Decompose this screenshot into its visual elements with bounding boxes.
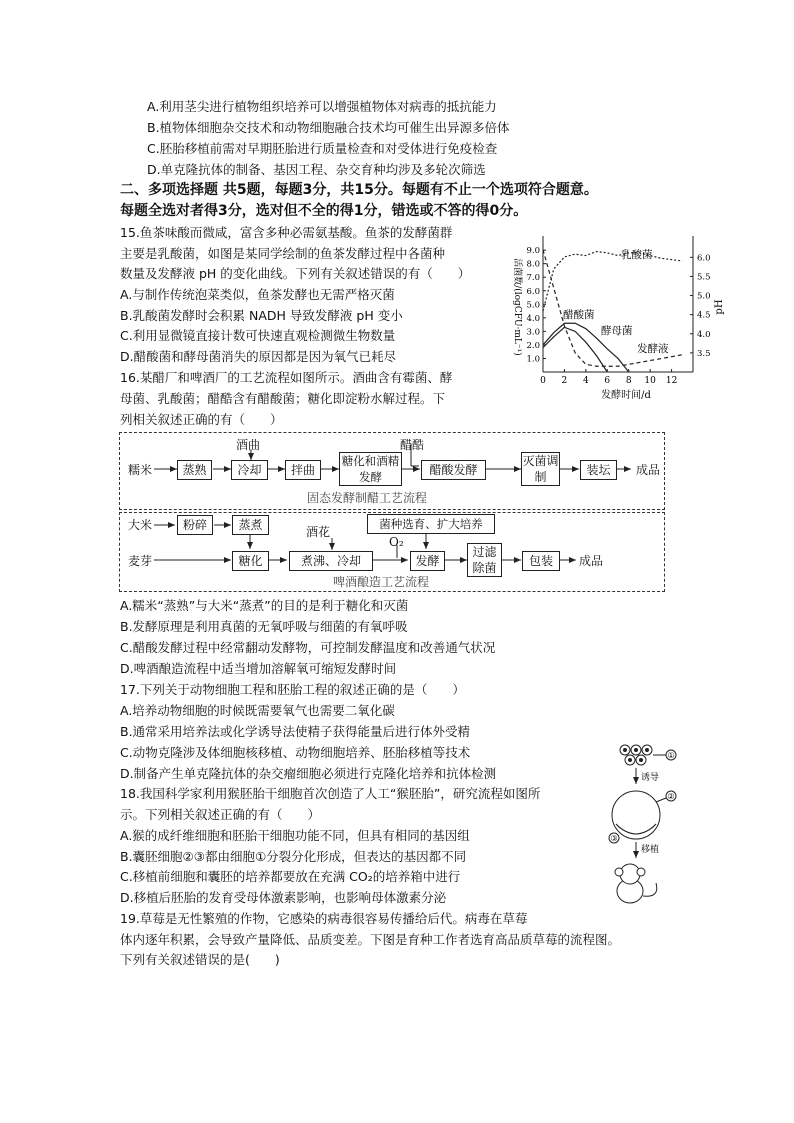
x-tick-label: 10	[644, 376, 656, 386]
y-tick-label: 3.0	[526, 327, 540, 338]
flow2-end: 成品	[579, 554, 604, 568]
flow2-add-hops: 酒花	[306, 525, 331, 539]
q18-stem-line2: 示。下列相关叙述正确的有（ ）	[120, 807, 321, 822]
y2-axis-label: pH	[714, 299, 725, 315]
series-label: 醋酸菌	[563, 309, 595, 321]
flow1-end: 成品	[636, 463, 661, 477]
induce-label: 诱导	[641, 773, 660, 783]
y-tick-label: 7.0	[526, 273, 540, 284]
y2-tick-label: 4.5	[697, 310, 711, 321]
q17-option-b: B.通常采用培养法或化学诱导法使精子获得能量后进行体外受精	[120, 724, 471, 739]
x-tick-label: 8	[625, 376, 632, 386]
stem-cell-cluster	[620, 745, 652, 765]
y2-tick-label: 3.5	[697, 348, 711, 359]
y2-tick-label: 4.0	[697, 329, 711, 340]
flow1-step-sterilize: 灭菌调制	[522, 454, 559, 484]
q14-option-c: C.胚胎移植前需对早期胚胎进行质量检查和对受体进行免疫检查	[147, 141, 498, 156]
flow2-step-ferment: 发酵	[410, 551, 445, 571]
q15-stem-line3: 数量及发酵液 pH 的变化曲线。下列有关叙述错误的有（ ）	[120, 266, 471, 281]
q18-option-d: D.移植后胚胎的发育受母体激素影响，也影响母体激素分泌	[120, 890, 447, 905]
q16-stem-line1: 16.某醋厂和啤酒厂的工艺流程如图所示。酒曲含有霉菌、酵	[120, 370, 453, 385]
q19-stem-line1: 19.草莓是无性繁殖的作物，它感染的病毒很容易传播给后代。病毒在草莓	[120, 911, 528, 926]
q16-stem-line2: 母菌、乳酸菌；醋酷含有醋酸菌；糖化即淀粉水解过程。下	[120, 391, 446, 406]
y2-tick-label: 5.5	[697, 272, 711, 283]
label-2: ②	[667, 792, 675, 801]
q15-option-a: A.与制作传统泡菜类似，鱼茶发酵也无需严格灭菌	[120, 287, 395, 302]
fermentation-chart	[505, 228, 730, 403]
flow2-start-malt: 麦芽	[128, 554, 153, 568]
flow1-start: 糯米	[128, 463, 153, 477]
flow1-step-acetic: 醋酸发酵	[421, 460, 486, 480]
flow1-caption: 固态发酵制醋工艺流程	[307, 491, 428, 505]
label-3: ③	[610, 834, 618, 843]
q18-option-a: A.猴的成纤维细胞和胚胎干细胞功能不同，但具有相同的基因组	[120, 828, 470, 843]
series-label: 酵母菌	[601, 325, 633, 337]
flow2-step-saccharify: 糖化	[232, 551, 269, 571]
q17-option-c: C.动物克隆涉及体细胞核移植、动物细胞培养、胚胎移植等技术	[120, 745, 471, 760]
x-tick-label: 4	[582, 376, 589, 386]
y-tick-label: 6.0	[526, 286, 540, 297]
q18-stem-line1: 18.我国科学家利用猴胚胎干细胞首次创造了人工“猴胚胎”，研究流程如图所	[120, 786, 541, 801]
blastocyst	[612, 791, 660, 839]
q18-option-b: B.囊胚细胞②③都由细胞①分裂分化形成，但表达的基因都不同	[120, 849, 467, 864]
q15-option-c: C.利用显微镜直接计数可快速直观检测微生物数量	[120, 328, 396, 343]
q15-option-d: D.醋酸菌和酵母菌消失的原因都是因为氧气已耗尽	[120, 349, 397, 364]
q15-stem-line2: 主要是乳酸菌，如图是某同学绘制的鱼茶发酵过程中各菌种	[120, 246, 446, 261]
q16-option-a: A.糯米“蒸熟”与大米“蒸煮”的目的是利于糖化和灭菌	[120, 598, 409, 613]
q16-option-b: B.发酵原理是利用真菌的无氧呼吸与细菌的有氧呼吸	[120, 619, 408, 634]
flow1-step-mix: 拌曲	[285, 460, 321, 480]
q18-option-c: C.移植前细胞和囊胚的培养都要放在充满 CO₂的培养箱中进行	[120, 869, 461, 884]
q19-stem-line3: 下列有关叙述错误的是( )	[120, 952, 280, 967]
q17-stem: 17.下列关于动物细胞工程和胚胎工程的叙述正确的是（ ）	[120, 682, 465, 697]
x-tick-label: 0	[540, 376, 546, 386]
transplant-label: 移植	[641, 845, 660, 855]
flow2-add-o2: O₂	[389, 535, 404, 549]
flow2-start-rice: 大米	[128, 518, 153, 532]
flow1-step-steam: 蒸熟	[177, 460, 212, 480]
series-乳酸菌	[543, 251, 682, 311]
y-tick-label: 8.0	[526, 259, 540, 270]
flow2-yeast-box: 菌种选育、扩大培养	[367, 514, 495, 534]
y-tick-label: 1.0	[526, 354, 540, 365]
series-label: 乳酸菌	[621, 249, 653, 261]
x-tick-label: 2	[561, 376, 568, 386]
series-label: 发酵液	[637, 343, 669, 355]
flow2-step-boil: 煮沸、冷却	[289, 551, 373, 571]
flow1-step-cool: 冷却	[231, 460, 268, 480]
monkey-icon	[615, 864, 657, 903]
q16-stem-line3: 列相关叙述正确的有（ ）	[120, 412, 283, 427]
q17-option-a: A.培养动物细胞的时候既需要氧气也需要二氧化碳	[120, 703, 395, 718]
q14-option-a: A.利用茎尖进行植物组织培养可以增强植物体对病毒的抵抗能力	[147, 99, 497, 114]
flow1-step-saccharify: 糖化和酒精发酵	[339, 452, 402, 486]
label-1: ①	[667, 751, 675, 760]
q19-stem-line2: 体内逐年积累，会导致产量降低、品质变差。下图是育种工作者选育高品质草莓的流程图。	[120, 932, 621, 947]
y-tick-label: 5.0	[526, 300, 540, 311]
flow1-add-qu: 酒曲	[236, 438, 261, 452]
section-heading: 二、多项选择题 共5题，每题3分，共15分。每题有不止一个选项符合题意。	[120, 182, 598, 198]
flow2-caption: 啤酒酿造工艺流程	[333, 575, 430, 589]
q14-option-d: D.单克隆抗体的制备、基因工程、杂交育种均涉及多轮次筛选	[147, 162, 486, 177]
q16-option-c: C.醋酸发酵过程中经常翻动发酵物，可控制发酵温度和改善通气状况	[120, 640, 496, 655]
section-instructions: 每题全选对者得3分，选对但不全的得1分，错选或不答的得0分。	[120, 203, 528, 219]
flow1-step-jar: 装坛	[580, 460, 617, 480]
q17-option-d: D.制备产生单克隆抗体的杂交瘤细胞必须进行克隆化培养和抗体检测	[120, 766, 497, 781]
q15-option-b: B.乳酸菌发酵时会积累 NADH 导致发酵液 pH 变小	[120, 308, 403, 323]
y2-tick-label: 5.0	[697, 291, 711, 302]
y-tick-label: 4.0	[526, 313, 540, 324]
monkey-embryo-figure	[608, 738, 688, 908]
q14-option-b: B.植物体细胞杂交技术和动物细胞融合技术均可催生出异源多倍体	[147, 120, 510, 135]
x-tick-label: 6	[604, 376, 611, 386]
y-tick-label: 2.0	[526, 340, 540, 351]
q15-stem-line1: 15.鱼茶味酸而微咸，富含多种必需氨基酸。鱼茶的发酵菌群	[120, 225, 453, 240]
y-axis-label: 活菌数/(logCFU·mL⁻¹)	[512, 258, 522, 356]
flow2-step-grind: 粉碎	[177, 515, 213, 535]
flow2-step-cook: 蒸煮	[232, 515, 269, 535]
y2-tick-label: 6.0	[697, 253, 711, 264]
x-axis-label: 发酵时间/d	[601, 390, 651, 401]
flow2-step-filter: 过滤除菌	[467, 543, 502, 577]
flow2-step-pack: 包装	[522, 551, 560, 571]
x-tick-label: 12	[665, 376, 678, 386]
q16-option-d: D.啤酒酿造流程中适当增加溶解氧可缩短发酵时间	[120, 661, 397, 676]
y-tick-label: 9.0	[526, 246, 540, 257]
flow1-add-pei: 醋酷	[400, 438, 425, 452]
